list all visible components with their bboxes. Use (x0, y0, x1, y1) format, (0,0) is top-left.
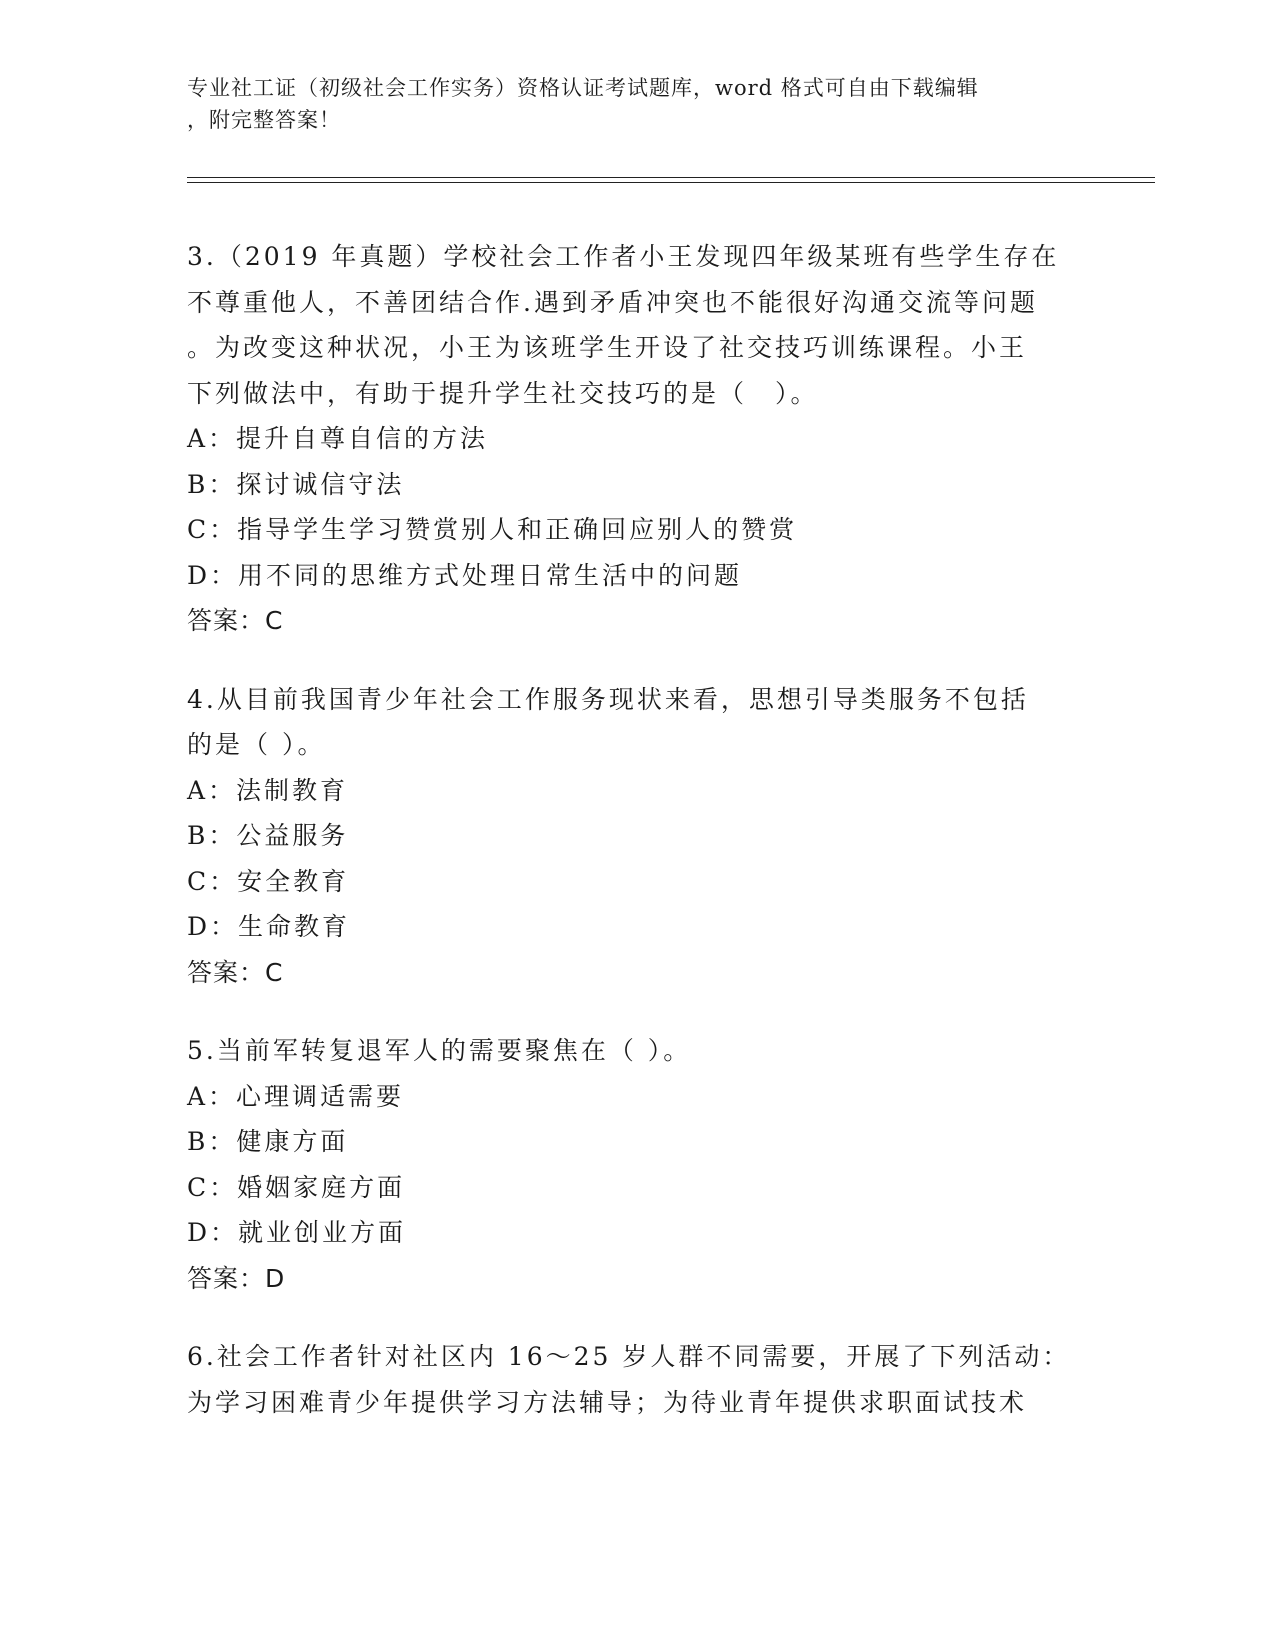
header-line-1: 专业社工证（初级社会工作实务）资格认证考试题库，word 格式可自由下载编辑 (187, 76, 979, 100)
option-a: A：法制教育 (187, 775, 349, 805)
header-line-2: ，附完整答案！ (187, 108, 341, 132)
question-stem-line: 5.当前军转复退军人的需要聚焦在（ ）。 (187, 1036, 692, 1065)
question-3 (187, 234, 1087, 644)
option-c: C：婚姻家庭方面 (187, 1172, 406, 1202)
question-stem-line: 。为改变这种状况，小王为该班学生开设了社交技巧训练课程。小王 (187, 333, 1028, 362)
option-b: B：健康方面 (187, 1127, 349, 1156)
answer-line: 答案：C (187, 606, 284, 635)
question-stem-line: 3.（2019 年真题）学校社会工作者小王发现四年级某班有些学生存在 (187, 242, 1060, 271)
question-5 (187, 1028, 1087, 1301)
option-a: A：提升自尊自信的方法 (187, 424, 489, 453)
question-stem-line: 4.从目前我国青少年社会工作服务现状来看，思想引导类服务不包括 (187, 684, 1029, 714)
option-c: C：指导学生学习赞赏别人和正确回应别人的赞赏 (187, 515, 798, 544)
document-header (187, 72, 1067, 136)
header-divider-bottom (187, 182, 1155, 183)
option-b: B：探讨诚信守法 (187, 469, 405, 499)
question-stem-line: 的是（ ）。 (187, 730, 326, 759)
question-stem-line: 下列做法中，有助于提升学生社交技巧的是（ ）。 (187, 378, 819, 408)
question-stem-line: 不尊重他人，不善团结合作.遇到矛盾冲突也不能很好沟通交流等问题 (187, 287, 1038, 317)
question-stem-line: 为学习困难青少年提供学习方法辅导；为待业青年提供求职面试技术 (187, 1387, 1028, 1417)
option-d: D：用不同的思维方式处理日常生活中的问题 (187, 560, 743, 590)
header-divider-top (187, 177, 1155, 178)
option-a: A：心理调适需要 (187, 1081, 405, 1111)
option-b: B：公益服务 (187, 821, 349, 850)
question-4 (187, 677, 1087, 996)
question-stem-line: 6.社会工作者针对社区内 16～25 岁人群不同需要，开展了下列活动： (187, 1342, 1071, 1371)
question-6 (187, 1334, 1087, 1425)
answer-line: 答案：D (187, 1263, 286, 1293)
answer-line: 答案：C (187, 957, 284, 987)
option-c: C：安全教育 (187, 866, 350, 896)
option-d: D：就业创业方面 (187, 1218, 407, 1247)
option-d: D：生命教育 (187, 912, 351, 941)
question-list (187, 234, 1087, 1458)
